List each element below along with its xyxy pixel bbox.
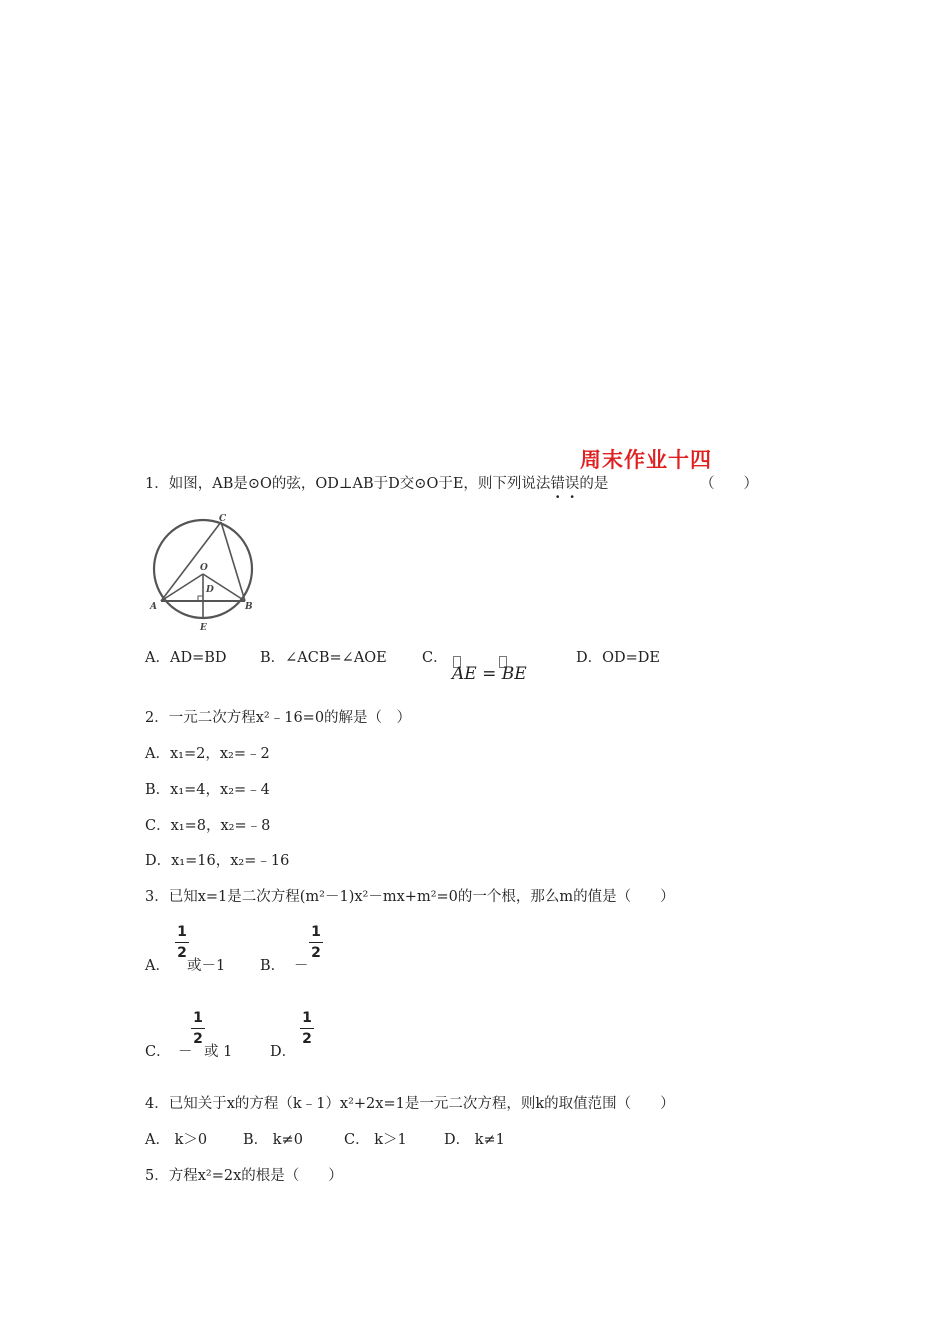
question-1-paren: （ ） <box>700 476 758 492</box>
q3-option-d-label: D． <box>270 1044 297 1060</box>
label-d: D <box>206 585 214 595</box>
label-b: B <box>245 602 253 612</box>
q3-option-c-prefix: － <box>178 1044 193 1060</box>
q2-option-d: D．x₁=16，x₂=﹣16 <box>145 853 290 869</box>
q3-option-d-fraction <box>300 1010 314 1047</box>
question-5-stem: 5．方程x²=2x的根是（ ） <box>145 1168 343 1184</box>
q1-option-c-label: C． <box>422 650 448 666</box>
label-o: O <box>200 563 208 573</box>
question-1-text-before: 1．如图，AB是⊙O的弦，OD⊥AB于D交⊙O于E，则下列说法 <box>145 476 551 492</box>
question-1-stem <box>145 474 608 494</box>
fraction-numerator: 1 <box>177 924 187 940</box>
fraction-denominator: 2 <box>193 1031 203 1047</box>
fraction-numerator: 1 <box>193 1010 203 1026</box>
q3-option-b-prefix: － <box>294 958 309 974</box>
circle-chord-figure <box>148 512 260 636</box>
label-e: E <box>200 623 207 633</box>
label-c: C <box>219 514 227 524</box>
fraction-denominator: 2 <box>177 945 187 961</box>
fraction-denominator: 2 <box>302 1031 312 1047</box>
emphasis-char-1: 错 <box>550 476 565 492</box>
q3-option-a-suffix: 或－1 <box>187 958 226 974</box>
q2-option-a: A．x₁=2，x₂=﹣2 <box>145 746 270 762</box>
emphasis-char-2: 误 <box>564 476 580 492</box>
fraction-numerator: 1 <box>302 1010 312 1026</box>
segment-bc <box>221 522 245 601</box>
q3-option-b-fraction <box>309 924 323 961</box>
q3-option-b-label: B． <box>260 958 286 974</box>
question-1-text-after: 的是 <box>579 476 609 492</box>
label-a: A <box>150 602 157 612</box>
segment-ao <box>161 574 203 601</box>
q2-option-c: C．x₁=8，x₂=﹣8 <box>145 818 271 834</box>
q4-option-c: C． k＞1 <box>344 1132 407 1148</box>
q3-option-c-label: C． <box>145 1044 171 1060</box>
question-3-stem: 3．已知x=1是二次方程(m²－1)x²－mx+m²=0的一个根，那么m的值是（ ） <box>145 889 675 905</box>
q3-option-a-label: A． <box>145 958 170 974</box>
q2-option-b: B．x₁=4，x₂=﹣4 <box>145 782 270 798</box>
fraction-numerator: 1 <box>311 924 321 940</box>
q4-option-a: A． k＞0 <box>145 1132 208 1148</box>
question-4-stem: 4．已知关于x的方程（k﹣1）x²+2x=1是一元二次方程，则k的取值范围（ ） <box>145 1096 675 1112</box>
question-2-stem: 2．一元二次方程x²﹣16=0的解是（ ） <box>145 710 412 726</box>
q4-option-b: B． k≠0 <box>243 1132 303 1148</box>
q1-option-b: B．∠ACB=∠AOE <box>260 650 387 666</box>
q3-option-c-fraction <box>191 1010 205 1047</box>
fraction-denominator: 2 <box>311 945 321 961</box>
q3-option-c-suffix: 或 1 <box>204 1044 233 1060</box>
q1-option-a: A．AD=BD <box>145 650 227 666</box>
q1-option-c-math: AE = BE <box>452 664 527 684</box>
q4-option-d: D． k≠1 <box>444 1132 505 1148</box>
q1-option-d: D．OD=DE <box>576 650 660 666</box>
page-title: 周末作业十四 <box>580 448 712 472</box>
